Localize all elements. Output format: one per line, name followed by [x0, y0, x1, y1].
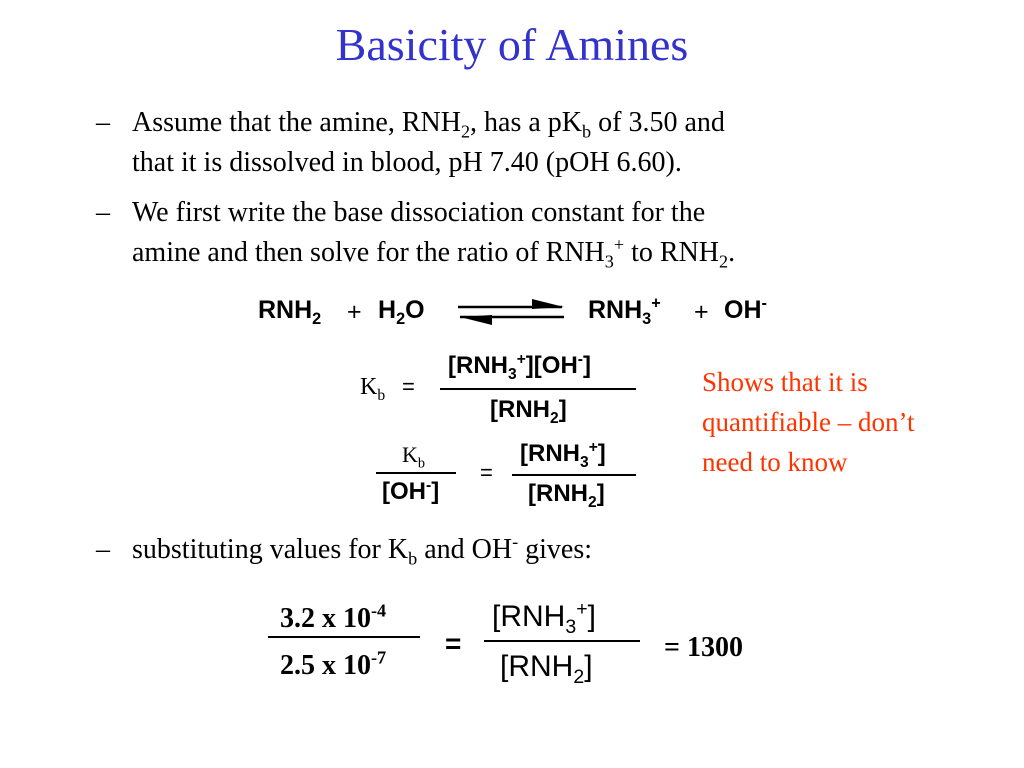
plus-sign-2: + [694, 298, 709, 326]
side-note-line-1: Shows that it is [702, 367, 868, 397]
ratio-left-numerator: $K_b$ [402, 442, 426, 472]
ratio-left-fraction-bar [376, 472, 456, 474]
final-numerator: 3.2 x $10^{-4}$ [280, 600, 387, 634]
kb-label: $K_b$ [360, 374, 386, 404]
final-right-denominator: $[RNH_2]$ [500, 650, 593, 688]
product-rnh3: $RNH_3^+$ [588, 294, 661, 328]
bullet-1-line-1: Assume that the amine, $RNH_2$, has a $pK_b$ of 3.50 and [132, 107, 725, 142]
kb-denominator: $[RNH_2]$ [490, 396, 567, 427]
ratio-equals: = [480, 460, 493, 485]
ratio-right-denominator: $[RNH_2]$ [528, 480, 605, 511]
bullet-marker: – [96, 197, 110, 228]
slide-title: Basicity of Amines [335, 19, 689, 70]
reactant-water: $H_2O$ [378, 296, 425, 328]
bullet-1-line-2: that it is dissolved in blood, pH 7.40 (pOH 6.60). [132, 147, 682, 178]
bullet-marker: – [96, 107, 110, 138]
reactant-rnh2: $RNH_2$ [258, 296, 322, 328]
kb-numerator: $[RNH_3^+][OH^-]$ [448, 351, 591, 383]
equilibrium-arrow-icon [452, 296, 572, 326]
final-right-numerator: $[RNH_3^+]$ [492, 598, 596, 638]
side-note-line-3: need to know [702, 447, 848, 477]
final-equals: = [445, 628, 462, 659]
bullet-2-line-2: amine and then solve for the ratio of $RNH_3^+$ to $RNH_2$. [132, 234, 736, 272]
side-note [702, 362, 1002, 482]
final-right-fraction-bar [484, 640, 640, 642]
ratio-right-fraction-bar [512, 474, 636, 476]
kb-fraction-bar [440, 388, 636, 390]
bullet-1 [96, 103, 896, 183]
bullet-2 [96, 193, 896, 273]
plus-sign-1: + [347, 298, 362, 326]
side-note-line-2: quantifiable – don’t [702, 407, 915, 437]
ratio-left-denominator: [OH-] [382, 477, 440, 505]
kb-equals: = [402, 374, 415, 399]
bullet-3 [96, 530, 896, 570]
bullet-3-line-1: substituting values for $K_b$ and OH- gives: [132, 531, 593, 569]
final-left-fraction-bar [268, 636, 420, 638]
bullet-marker: – [96, 534, 110, 565]
final-result: = 1300 [664, 632, 743, 663]
bullet-2-line-1: We first write the base dissociation constant for the [132, 197, 706, 228]
final-denominator: 2.5 x $10^{-7}$ [280, 647, 387, 681]
product-hydroxide: OH- [724, 294, 767, 324]
ratio-right-numerator: $[RNH_3^+]$ [520, 439, 606, 471]
